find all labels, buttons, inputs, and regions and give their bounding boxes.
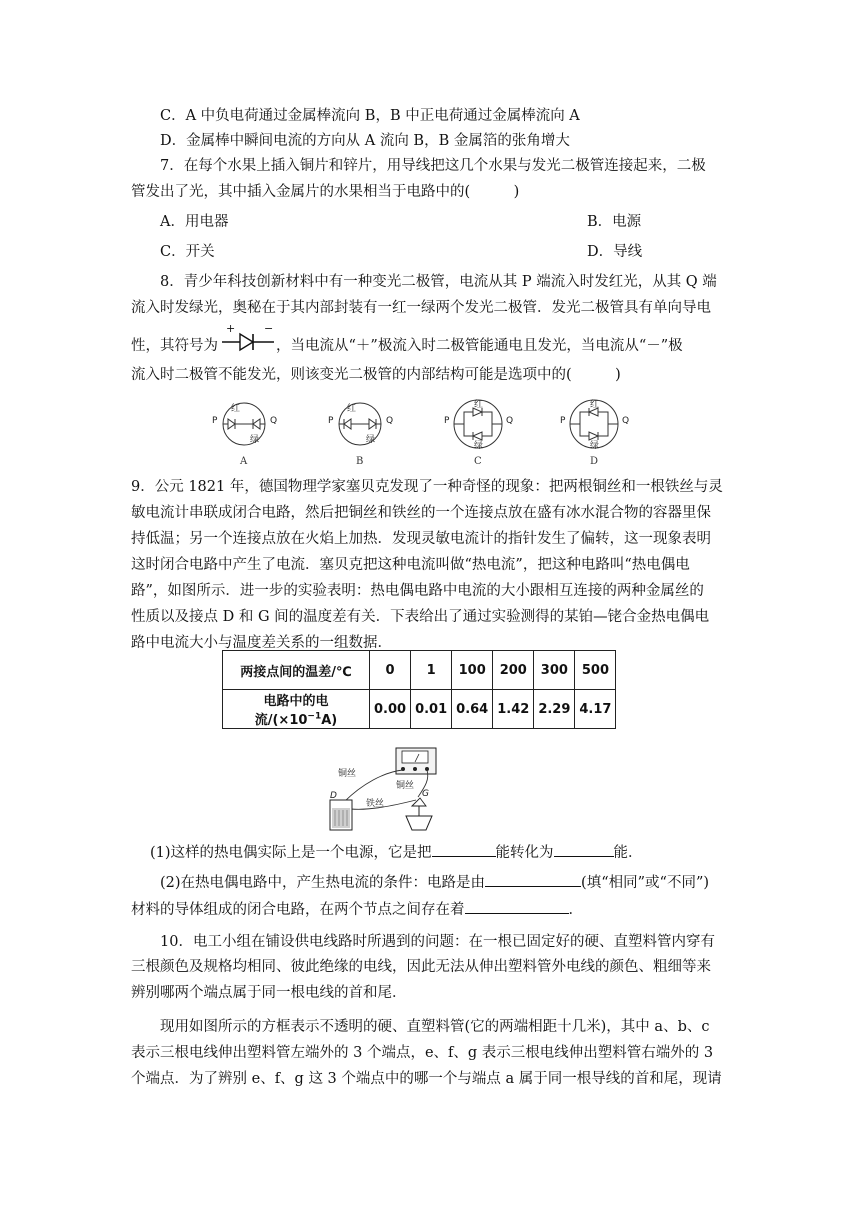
junction-d-label: D [330,791,337,801]
q8-line-4: 流入时二极管不能发光，则该变光二极管的内部结构可能是选项中的( ) [131,367,621,383]
table-cell: 100 [452,651,493,690]
option-b-q-label: Q [386,416,394,426]
option-d-red-label: 红 [590,400,600,410]
table-header-current: 电路中的电流$/(\times 10^{-1}A)$ [223,690,370,729]
table-cell: 200 [493,651,534,690]
q10-line-6: 个端点．为了辨别 e、f、g 这 3 个端点中的哪一个与端点 a 属于同一根导线的首和尾，现请 [131,1071,722,1087]
option-a-red-label: 红 [231,404,241,414]
option-b-letter: B [356,456,364,467]
q10-line-3: 辨别哪两个端点属于同一根电线的首和尾． [131,985,407,1001]
option-c-line: C．A 中负电荷通过金属棒流向 B，B 中正电荷通过金属棒流向 A [160,108,580,124]
q8-diode-options-figure [204,394,630,474]
q9-line-3: 持低温；另一个连接点放在火焰上加热．发现灵敏电流计的指针发生了偏转，这一现象表明 [131,531,711,547]
option-b-green-label: 绿 [366,435,376,445]
q9-line-7: 路中电流大小与温度差关系的一组数据． [131,635,392,651]
thermocouple-figure [322,742,452,838]
copper-wire-label-1: 铜丝 [338,769,357,779]
answer-blank-2[interactable] [554,842,614,857]
q10-line-2: 三根颜色及规格均相同、彼此绝缘的电线，因此无法从伸出塑料管外电线的颜色、粗细等来 [131,959,711,975]
diode-minus-sign: − [264,322,274,335]
q8-line-3b: ，当电流从“＋”极流入时二极管能通电且发光，当电流从“－”极 [276,338,683,354]
table-cell: 1 [411,651,452,690]
q9-line-4: 这时闭合电路中产生了电流．塞贝克把这种电流叫做“热电流”，把这种电路叫“热电偶电 [131,557,690,573]
table-cell: 4.17 [575,690,616,729]
option-c-red-label: 红 [474,400,484,410]
q8-line-2: 流入时发绿光，奥秘在于其内部封装有一红一绿两个发光二极管．发光二极管具有单向导电 [131,300,711,316]
option-c-p-label: P [444,416,450,426]
option-b-p-label: P [328,416,334,426]
q8-line-1: 8．青少年科技创新材料中有一种变光二极管，电流从其 P 端流入时发红光，从其 Q 端 [160,274,717,290]
answer-blank-3[interactable] [485,872,581,887]
q7-option-c: C．开关 [160,244,215,260]
option-c-green-label: 绿 [474,441,484,451]
table-cell: 2.29 [534,690,575,729]
table-cell: 0.00 [370,690,411,729]
q9-sub2-line-1: (2)在热电偶电路中，产生热电流的条件：电路是由 (填“相同”或“不同”) [160,872,709,893]
option-d-letter: D [590,456,599,467]
option-c-q-label: Q [506,416,514,426]
table-cell: 0.01 [411,690,452,729]
option-d-line: D．金属棒中瞬间电流的方向从 A 流向 B，B 金属箔的张角增大 [160,133,570,149]
option-a-green-label: 绿 [250,435,260,445]
answer-blank-4[interactable] [465,899,569,914]
q9-sub1: (1)这样的热电偶实际上是一个电源，它是把 能转化为 能． [150,842,643,863]
option-d-p-label: P [560,416,566,426]
option-b-red-label: 红 [347,404,357,414]
option-d-q-label: Q [622,416,630,426]
q9-sub2-line-2: 材料的导体组成的闭合电路，在两个节点之间存在着 ． [131,899,583,920]
iron-wire-label: 铁丝 [366,799,385,809]
table-row [223,651,616,690]
q10-line-5: 表示三根电线伸出塑料管左端外的 3 个端点，e、f、g 表示三根电线伸出塑料管右端外的 3 [131,1045,714,1061]
table-cell: 500 [575,651,616,690]
q7-option-a: A．用电器 [160,214,229,230]
diode-option-c [444,398,513,467]
junction-g-label: G [422,789,429,799]
diode-option-b [328,402,393,467]
thermocouple-table [222,650,616,729]
q7-line-2: 管发出了光，其中插入金属片的水果相当于电路中的( ) [131,184,520,200]
q9-line-2: 敏电流计串联成闭合电路，然后把铜丝和铁丝的一个连接点放在盛有冰水混合物的容器里保 [131,505,711,521]
table-row [223,690,616,729]
table-cell: 1.42 [493,690,534,729]
option-a-p-label: P [212,416,218,426]
diode-symbol [222,321,274,355]
diode-plus-sign: + [226,322,236,335]
table-header-temp: 两接点间的温差/℃ [223,651,370,690]
option-a-letter: A [240,456,248,467]
option-d-green-label: 绿 [590,441,600,451]
answer-blank-1[interactable] [432,842,496,857]
diode-option-d [560,398,629,467]
q9-line-5: 路”，如图所示．进一步的实验表明：热电偶电路中电流的大小跟相互连接的两种金属丝的 [131,583,704,599]
q9-line-6: 性质以及接点 D 和 G 间的温度差有关．下表给出了通过实验测得的某铂—铑合金热电偶电 [131,609,710,625]
q7-option-b: B．电源 [587,214,642,230]
table-cell: 0.64 [452,690,493,729]
option-a-q-label: Q [270,416,278,426]
q7-line-1: 7．在每个水果上插入铜片和锌片，用导线把这几个水果与发光二极管连接起来，二极 [160,158,706,174]
option-c-letter: C [474,456,482,467]
diode-option-a [212,402,277,467]
q7-option-d: D．导线 [587,244,643,260]
q10-line-4: 现用如图所示的方框表示不透明的硬、直塑料管(它的两端相距十几米)，其中 a、b、c [160,1019,710,1035]
table-cell: 0 [370,651,411,690]
q9-line-1: 9．公元 1821 年，德国物理学家塞贝克发现了一种奇怪的现象：把两根铜丝和一根铁丝与灵 [131,479,723,495]
table-cell: 300 [534,651,575,690]
q10-line-1: 10．电工小组在铺设供电线路时所遇到的问题：在一根已固定好的硬、直塑料管内穿有 [160,934,715,950]
copper-wire-label-2: 铜丝 [396,781,415,791]
q8-line-3a: 性，其符号为 [131,338,218,354]
